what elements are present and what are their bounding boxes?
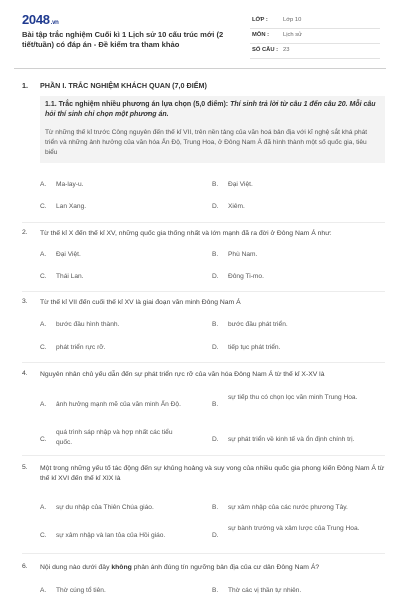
option-letter: D. (212, 203, 219, 210)
document-title: Bài tập trắc nghiệm Cuối kì 1 Lịch sử 10 cấu trúc mới (2 tiết/tuần) có đáp án - Đề kiểm tra tham khảo (22, 30, 224, 49)
meta-row-class (250, 14, 380, 29)
option-letter: C. (40, 532, 47, 539)
option-letter: B. (212, 587, 219, 594)
question-text-pre: Nội dung nào dưới đây (40, 564, 112, 571)
instruction-italic: Thí sinh trả lời từ câu 1 đến câu 20. Mỗi câu hỏi thí sinh chỉ chọn một phương án. (45, 101, 376, 119)
question-text: Một trong những yếu tố tác động đến sự khủng hoảng và suy vong của nhiều quốc gia phong kiến Đông Nam Á từ thế kỉ XVI đến thế kỉ XIX là (40, 465, 385, 483)
meta-row-subject (250, 29, 380, 44)
option-text: Ma-lay-u. (56, 181, 84, 188)
option-letter: B. (212, 251, 219, 258)
option-text: tiếp tục phát triển. (228, 344, 281, 351)
option-text: phát triển rực rỡ. (56, 344, 106, 351)
option-letter: D. (212, 344, 219, 351)
option-letter: B. (212, 181, 219, 188)
instruction-bold: 1.1. Trắc nghiệm nhiều phương án lựa chọn (5,0 điểm): (45, 101, 229, 108)
option-text: sự phát triển về kinh tế và ổn định chính trị. (228, 436, 355, 443)
option-text: Phù Nam. (228, 251, 258, 258)
option-text: Đại Việt. (228, 181, 253, 188)
question-number: 4. (22, 370, 28, 377)
question-divider (22, 291, 385, 292)
page-header (0, 0, 400, 70)
meta-value: Lớp 10 (283, 17, 302, 23)
option-letter: C. (40, 273, 47, 280)
option-text: Đông Ti-mo. (228, 273, 264, 280)
meta-value: 23 (283, 47, 290, 53)
option-text: Xiêm. (228, 203, 245, 210)
option-letter: A. (40, 587, 47, 594)
option-text: Thái Lan. (56, 273, 84, 280)
option-text: sự bành trướng và xâm lược của Trung Hoa. (228, 525, 360, 532)
option-letter: D. (212, 273, 219, 280)
option-text: ảnh hưởng mạnh mẽ của văn minh Ấn Độ. (56, 401, 181, 408)
option-text: quá trình sáp nhập và hợp nhất các tiểu quốc. (56, 429, 173, 446)
question-text: Nguyên nhân chủ yếu dẫn đến sự phát triển rực rỡ của văn hóa Đông Nam Á từ thế kỉ X-XV là (40, 371, 325, 378)
option-letter: B. (212, 321, 219, 328)
option-text: Đại Việt. (56, 251, 81, 258)
section-number: 1. (22, 81, 28, 90)
question-number: 6. (22, 563, 28, 570)
option-text: bước đầu hình thành. (56, 321, 120, 328)
instruction-box (40, 96, 385, 163)
question-text-emphasis: không (111, 564, 132, 571)
option-letter: A. (40, 504, 47, 511)
option-letter: A. (40, 401, 47, 408)
question-number: 5. (22, 464, 28, 471)
option-letter: B. (212, 401, 219, 408)
option-letter: C. (40, 344, 47, 351)
question-number: 3. (22, 298, 28, 305)
question-divider (22, 553, 385, 554)
question-text: Từ những thế kỉ trước Công nguyên đến thế kỉ VII, trên nền tảng của văn hoá bản địa với kĩ nghệ sắt khá phát triển và những ảnh hưởng của văn hóa Ấn Độ, Trung Hoa, ở Đông Nam Á đã hình thành một số quốc gia, tiêu biểu (45, 128, 368, 157)
option-text: sự du nhập của Thiên Chúa giáo. (56, 504, 154, 511)
question-divider (22, 362, 385, 363)
option-text: sự xâm nhập và lan tỏa của Hồi giáo. (56, 532, 166, 539)
option-text: sự tiếp thu có chọn lọc văn minh Trung Hoa. (228, 394, 358, 401)
question-divider (22, 222, 385, 223)
option-text: Thờ cúng tổ tiên. (56, 587, 106, 594)
option-text: bước đầu phát triển. (228, 321, 288, 328)
option-letter: D. (212, 532, 219, 539)
question-divider (22, 455, 385, 456)
option-text: Thờ các vị thần tự nhiên. (228, 587, 302, 594)
meta-label: MÔN : (252, 32, 270, 38)
instruction-text (45, 100, 380, 121)
meta-label: SỐ CÂU : (252, 47, 279, 53)
meta-label: LỚP : (252, 17, 268, 23)
logo-text: 2048 (22, 12, 50, 27)
question-text: Từ thế kỉ VII đến cuối thế kỉ XV là giai đoạn văn minh Đông Nam Á (40, 299, 241, 306)
meta-value: Lịch sử (283, 32, 303, 38)
meta-row-count (250, 44, 380, 59)
option-text: Lan Xang. (56, 203, 87, 210)
option-letter: C. (40, 436, 47, 443)
question-text (40, 563, 385, 573)
question-number: 2. (22, 229, 28, 236)
header-divider (14, 68, 386, 69)
option-text: sự xâm nhập của các nước phương Tây. (228, 504, 348, 511)
option-letter: C. (40, 203, 47, 210)
option-letter: A. (40, 321, 47, 328)
option-letter: B. (212, 504, 219, 511)
question-text-post: phản ánh đúng tín ngưỡng bản địa của cư dân Đông Nam Á? (131, 564, 320, 571)
option-letter: A. (40, 181, 47, 188)
logo-ext: .vn (50, 20, 59, 26)
site-logo[interactable] (22, 12, 59, 27)
option-letter: D. (212, 436, 219, 443)
meta-table (250, 14, 380, 59)
option-letter: A. (40, 251, 47, 258)
section-title: PHẦN I. TRẮC NGHIỆM KHÁCH QUAN (7,0 ĐIỂM) (40, 81, 207, 90)
question-text: Từ thế kỉ X đến thế kỉ XV, những quốc gia thống nhất và lớn mạnh đã ra đời ở Đông Nam Á như: (40, 230, 332, 237)
